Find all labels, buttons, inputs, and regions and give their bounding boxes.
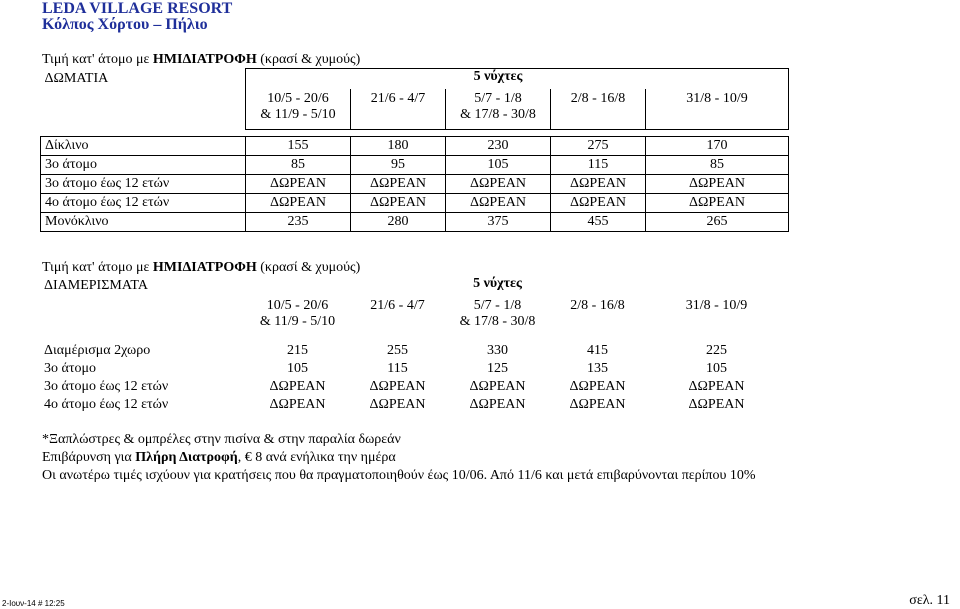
note-booking-validity: Οι ανωτέρω τιμές ισχύουν για κρατήσεις που θα πραγματοποιηθούν έως 10/06. Από 11/6 και μετά επιβαρύνονται περίπου 10% [42,468,756,483]
print-timestamp: 2-Ιουν-14 # 12:25 [2,599,65,608]
note-loungers: *Ξαπλώστρες & ομπρέλες στην πισίνα & στην παραλία δωρεάν [42,432,401,447]
table-row: 3ο άτομο 105 115 125 135 105 [44,361,727,376]
apartments-section-label: ΔΙΑΜΕΡΙΣΜΑΤΑ [44,278,148,293]
period-header: 5/7 - 1/8 & 17/8 - 30/8 [459,298,536,329]
resort-location: Κόλπος Χόρτου – Πήλιο [42,16,208,33]
period-header: 2/8 - 16/8 [551,89,646,130]
apartments-intro: Τιμή κατ' άτομο με ΗΜΙΔΙΑΤΡΟΦΗ (κρασί & χυμούς) [42,260,361,275]
period-header: 10/5 - 20/6 & 11/9 - 5/10 [259,298,336,329]
rooms-section-label: ΔΩΜΑΤΙΑ [44,70,109,86]
note-full-board: Επιβάρυνση για Πλήρη Διατροφή, € 8 ανά ενήλικα την ημέρα [42,450,396,465]
apartments-nights-label: 5 νύχτες [473,276,522,291]
page-number: σελ. 11 [909,593,950,608]
apartments-period-header [40,296,788,336]
period-header: 21/6 - 4/7 [370,298,425,313]
table-row: 4ο άτομο έως 12 ετών ΔΩΡΕΑΝ ΔΩΡΕΑΝ ΔΩΡΕΑΝ ΔΩΡΕΑΝ ΔΩΡΕΑΝ [41,194,789,213]
rooms-price-table [40,68,789,232]
table-row: 4ο άτομο έως 12 ετών ΔΩΡΕΑΝ ΔΩΡΕΑΝ ΔΩΡΕΑΝ ΔΩΡΕΑΝ ΔΩΡΕΑΝ [44,397,745,412]
rooms-intro: Τιμή κατ' άτομο με ΗΜΙΔΙΑΤΡΟΦΗ (κρασί & χυμούς) [42,52,361,67]
table-row: Δίκλινο 155 180 230 275 170 [41,137,789,156]
resort-title: LEDA VILLAGE RESORT [42,0,233,17]
table-row: 3ο άτομο 85 95 105 115 85 [41,156,789,175]
table-row: 3ο άτομο έως 12 ετών ΔΩΡΕΑΝ ΔΩΡΕΑΝ ΔΩΡΕΑΝ ΔΩΡΕΑΝ ΔΩΡΕΑΝ [41,175,789,194]
table-row: 3ο άτομο έως 12 ετών ΔΩΡΕΑΝ ΔΩΡΕΑΝ ΔΩΡΕΑΝ ΔΩΡΕΑΝ ΔΩΡΕΑΝ [44,379,745,394]
period-header: 31/8 - 10/9 [685,298,748,313]
period-header: 21/6 - 4/7 [351,89,446,130]
period-header: 31/8 - 10/9 [646,89,789,130]
apartments-price-table [40,276,788,414]
table-row: Μονόκλινο 235 280 375 455 265 [41,213,789,232]
period-header: 5/7 - 1/8 & 17/8 - 30/8 [446,89,551,130]
table-row: Διαμέρισμα 2χωρο 215 255 330 415 225 [44,343,727,358]
rooms-period-header [41,89,789,130]
period-header: 10/5 - 20/6 & 11/9 - 5/10 [246,89,351,130]
period-header: 2/8 - 16/8 [570,298,625,313]
rooms-nights-label: 5 νύχτες [446,69,551,90]
